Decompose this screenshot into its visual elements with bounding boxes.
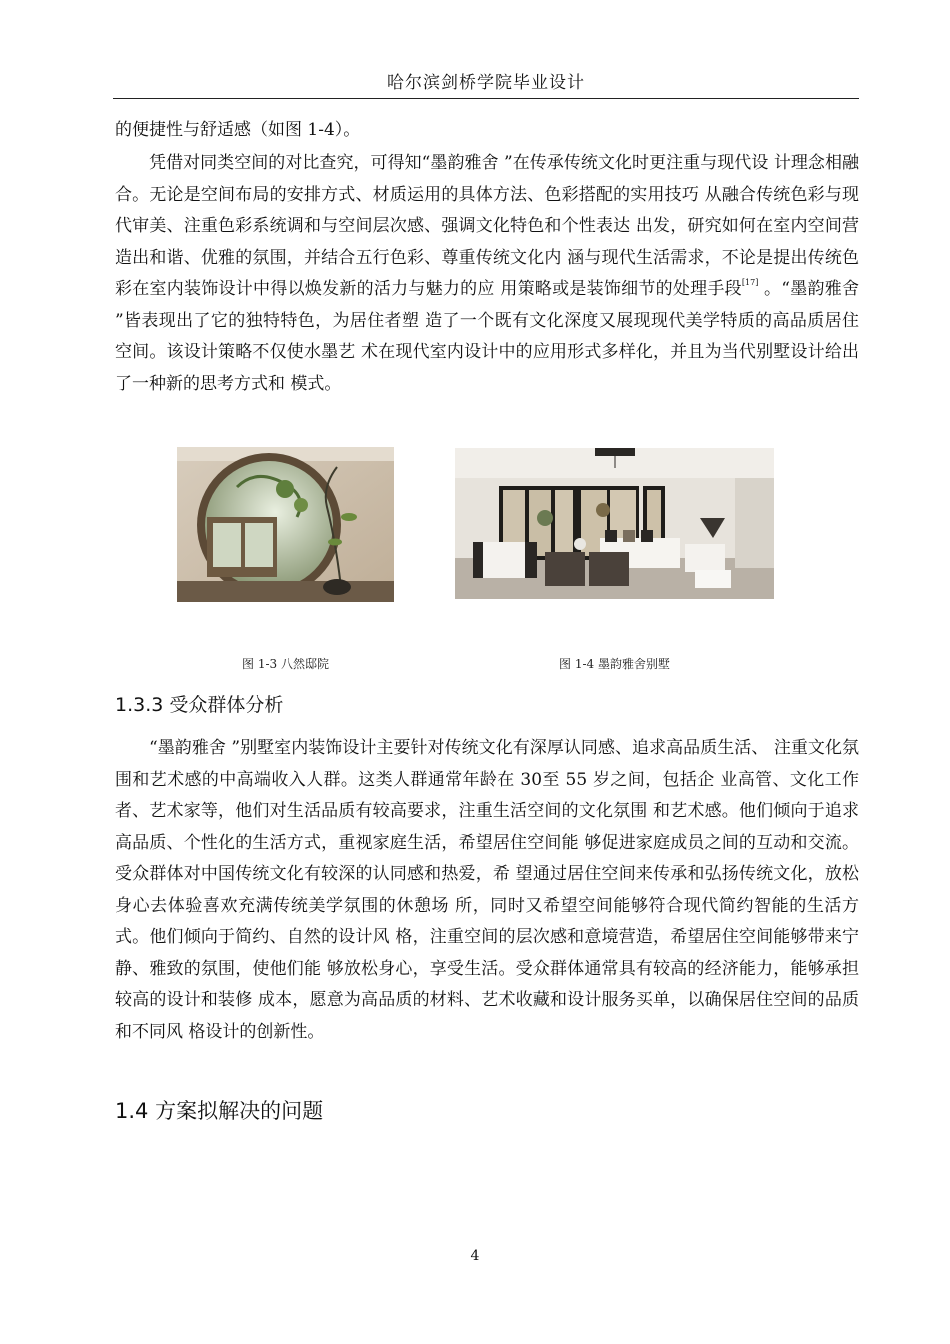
living-room-photo bbox=[455, 448, 774, 599]
figure-1-3-caption: 图 1-3 八然邸院 bbox=[242, 657, 329, 671]
figure-1-4-caption: 图 1-4 墨韵雅舍别墅 bbox=[559, 657, 670, 671]
page-number: 4 bbox=[470, 1248, 480, 1264]
paragraph-comparison-text-b: 。“墨韵雅舍 ”皆表现出了它的独特特色，为居住者塑 造了一个既有文化深度又展现现代美学特质的高品质居住空间。该设计策略不仅使水墨艺 术在现代室内设计中的应用形式多样化，并且为当代别墅设计给出了一种新的思考方式和 模式。 bbox=[115, 279, 859, 394]
round-window-photo bbox=[177, 447, 394, 602]
figure-1-4-image bbox=[455, 448, 774, 599]
figure-1-3-image bbox=[177, 447, 394, 602]
citation-17: [17] bbox=[741, 278, 759, 287]
section-heading-1-3-3: 1.3.3 受众群体分析 bbox=[115, 694, 284, 716]
header-title: 哈尔滨剑桥学院毕业设计 bbox=[387, 73, 585, 93]
paragraph-comparison bbox=[115, 148, 859, 400]
paragraph-intro: 的便捷性与舒适感（如图 1-4）。 bbox=[115, 120, 361, 140]
paragraph-audience: “墨韵雅舍 ”别墅室内装饰设计主要针对传统文化有深厚认同感、追求高品质生活、 注重文化氛围和艺术感的中高端收入人群。这类人群通常年龄在 30至 55 岁之间，包括企 业高管、文化工作者、艺术家等，他们对生活品质有较高要求，注重生活空间的文化氛围 和艺术感。他们倾向于追求高品质、个性化的生活方式，重视家庭生活，希望居住空间能 够促进家庭成员之间的互动和交流。受众群体对中国传统文化有较深的认同感和热爱，希 望通过居住空间来传承和弘扬传统文化，放松身心去体验喜欢充满传统美学氛围的休憩场 所，同时又希望空间能够符合现代简约智能的生活方式。他们倾向于简约、自然的设计风 格，注重空间的层次感和意境营造，希望居住空间能够带来宁静、雅致的氛围，使他们能 够放松身心，享受生活。受众群体通常具有较高的经济能力，能够承担较高的设计和装修 成本，愿意为高品质的材料、艺术收藏和设计服务买单，以确保居住空间的品质和不同风 格设计的创新性。 bbox=[115, 738, 859, 1042]
paragraph-comparison-text-a: 凭借对同类空间的对比查究，可得知“墨韵雅舍 ”在传承传统文化时更注重与现代设 计理念相融合。无论是空间布局的安排方式、材质运用的具体方法、色彩搭配的实用技巧 从融合传统色彩与现代审美、注重色彩系统调和与空间层次感、强调文化特色和个性表达 出发，研究如何在室内空间营造出和谐、优雅的氛围，并结合五行色彩、尊重传统文化内 涵与现代生活需求，不论是提出传统色彩在室内装饰设计中得以焕发新的活力与魅力的应 用策略或是装饰细节的处理手段 bbox=[115, 153, 859, 299]
section-heading-1-4: 1.4 方案拟解决的问题 bbox=[115, 1099, 324, 1123]
page-header bbox=[113, 62, 859, 99]
